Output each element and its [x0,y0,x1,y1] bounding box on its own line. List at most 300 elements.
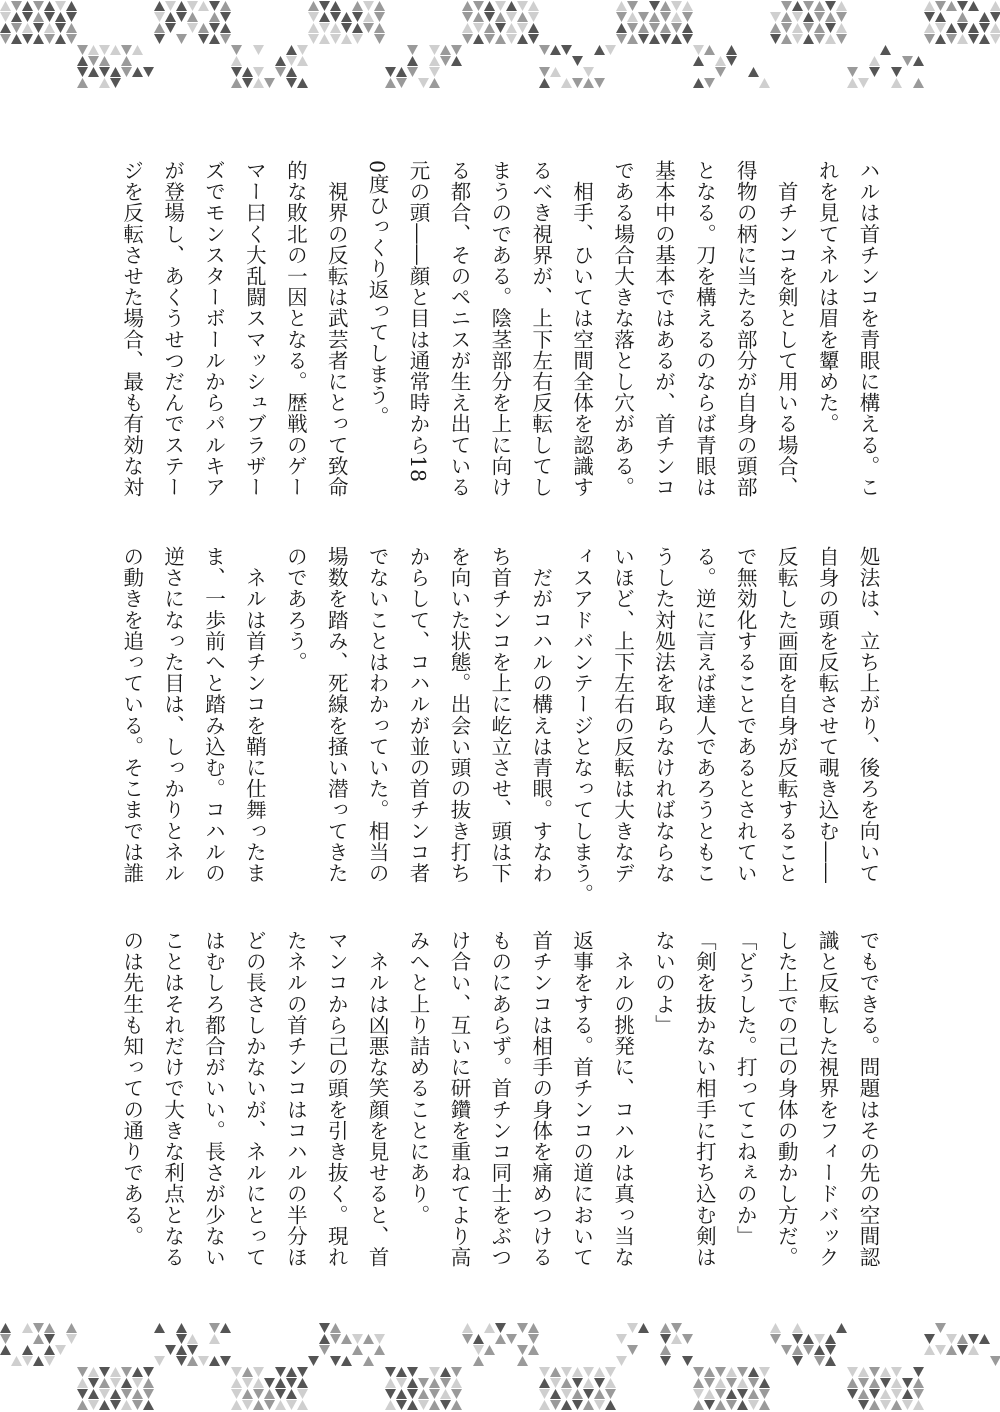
pattern-triangle [143,1389,154,1399]
pattern-triangle [880,1389,891,1399]
pattern-triangle [352,1345,363,1355]
pattern-triangle [693,45,704,55]
pattern-triangle [539,78,550,88]
pattern-triangle [77,1400,88,1410]
pattern-triangle [396,1367,407,1377]
pattern-triangle [726,56,737,66]
pattern-triangle [462,34,473,44]
pattern-triangle [286,1389,297,1399]
text-column: ものにあらず。首チンコ同士をぶつ [487,930,512,1268]
pattern-triangle [44,1,55,11]
pattern-triangle [825,1356,836,1366]
pattern-triangle [517,1345,528,1355]
pattern-triangle [506,12,517,22]
text-column: した上での己の身体の動かし方だ。 [774,930,799,1268]
pattern-triangle [616,34,627,44]
pattern-triangle [847,78,858,88]
pattern-triangle [495,1,506,11]
pattern-triangle [979,1334,990,1344]
pattern-triangle [154,1,165,11]
pattern-triangle [594,1378,605,1388]
text-column: からして、コハルが並の首チンコ者 [406,546,431,884]
pattern-triangle [55,1,66,11]
pattern-triangle [506,23,517,33]
pattern-triangle [385,1367,396,1377]
text-column: け合い、互いに研鑽を重ねてより高 [446,930,471,1268]
pattern-triangle [341,1356,352,1366]
pattern-triangle [660,1345,671,1355]
pattern-triangle [682,12,693,22]
pattern-triangle [759,1400,770,1410]
pattern-triangle [396,78,407,88]
pattern-triangle [957,1,968,11]
pattern-triangle [792,1356,803,1366]
pattern-triangle [462,1323,473,1333]
pattern-triangle [66,34,77,44]
pattern-triangle [990,1356,1000,1366]
pattern-triangle [671,1,682,11]
pattern-triangle [583,1389,594,1399]
pattern-triangle [33,1323,44,1333]
pattern-triangle [572,1389,583,1399]
pattern-triangle [165,1345,176,1355]
pattern-triangle [11,1,22,11]
pattern-triangle [451,1378,462,1388]
pattern-triangle [66,12,77,22]
pattern-triangle [517,23,528,33]
pattern-triangle [275,1389,286,1399]
pattern-triangle [220,12,231,22]
pattern-triangle [11,1356,22,1366]
pattern-triangle [88,67,99,77]
pattern-triangle [792,1345,803,1355]
pattern-triangle [231,78,242,88]
pattern-triangle [990,34,1000,44]
pattern-triangle [297,1400,308,1410]
pattern-triangle [319,23,330,33]
text-column: ジを反転させた場合、最も有効な対 [119,160,144,498]
pattern-triangle [286,1367,297,1377]
text-column: 識と反転した視界をフィードバック [815,930,840,1268]
text-column: 反転した画面を自身が反転すること [774,546,799,884]
pattern-triangle [286,56,297,66]
pattern-triangle [286,1400,297,1410]
pattern-triangle [132,1400,143,1410]
pattern-triangle [308,1356,319,1366]
pattern-triangle [462,12,473,22]
pattern-triangle [913,1389,924,1399]
text-column: ネルの挑発に、コハルは真っ当な [610,930,635,1268]
pattern-triangle [803,12,814,22]
pattern-triangle [429,1389,440,1399]
pattern-triangle [22,1323,33,1333]
pattern-triangle [110,1367,121,1377]
pattern-triangle [440,45,451,55]
pattern-triangle [110,1400,121,1410]
text-column: 返事をする。首チンコの道において [569,930,594,1268]
pattern-triangle [957,12,968,22]
pattern-triangle [990,23,1000,33]
pattern-triangle [693,1400,704,1410]
pattern-triangle [341,23,352,33]
pattern-triangle [121,1378,132,1388]
pattern-triangle [451,1389,462,1399]
pattern-triangle [902,1378,913,1388]
pattern-triangle [495,1323,506,1333]
pattern-triangle [693,1389,704,1399]
pattern-triangle [627,1345,638,1355]
pattern-triangle [374,34,385,44]
pattern-triangle [748,1389,759,1399]
text-column: 視界の反転は武芸者にとって致命 [324,160,349,498]
pattern-triangle [616,1334,627,1344]
pattern-triangle [209,1323,220,1333]
text-column: マー曰く大乱闘スマッシュブラザー [242,160,267,498]
pattern-triangle [539,1378,550,1388]
pattern-triangle [451,1367,462,1377]
pattern-triangle [385,1378,396,1388]
pattern-triangle [77,67,88,77]
pattern-triangle [935,34,946,44]
pattern-triangle [814,1334,825,1344]
pattern-triangle [946,1,957,11]
pattern-triangle [22,34,33,44]
pattern-triangle [627,12,638,22]
pattern-triangle [748,1367,759,1377]
pattern-triangle [594,1400,605,1410]
text-column: ことはそれだけで大きな利点となる [160,930,185,1268]
text-column: 場数を踏み、死線を掻い潜ってきた [324,546,349,884]
pattern-triangle [616,23,627,33]
pattern-triangle [143,1378,154,1388]
pattern-triangle [451,45,462,55]
pattern-triangle [198,1,209,11]
pattern-triangle [143,1367,154,1377]
pattern-triangle [451,56,462,66]
text-column: ネルは首チンコを鞘に仕舞ったま [242,546,267,884]
text-block-2 [119,546,888,905]
pattern-triangle [121,56,132,66]
pattern-triangle [704,78,715,88]
text-column: いほど、上下左右の反転は大きなデ [610,546,635,884]
pattern-triangle [649,12,660,22]
pattern-triangle [616,1356,627,1366]
pattern-triangle [242,67,253,77]
text-column: 得物の柄に当たる部分が自身の頭部 [733,160,758,498]
text-column: となる。刀を構えるのならば青眼は [692,160,717,498]
pattern-triangle [33,1356,44,1366]
pattern-triangle [858,1400,869,1410]
pattern-triangle [440,1367,451,1377]
pattern-triangle [968,1345,979,1355]
pattern-triangle [759,1378,770,1388]
pattern-triangle [11,23,22,33]
pattern-triangle [891,67,902,77]
pattern-triangle [110,78,121,88]
pattern-triangle [22,23,33,33]
pattern-triangle [330,1356,341,1366]
pattern-triangle [924,23,935,33]
pattern-triangle [539,67,550,77]
pattern-triangle [484,1323,495,1333]
pattern-triangle [638,34,649,44]
pattern-triangle [528,1323,539,1333]
pattern-triangle [209,1334,220,1344]
pattern-triangle [121,1400,132,1410]
pattern-triangle [715,1378,726,1388]
pattern-triangle [187,1,198,11]
pattern-triangle [814,12,825,22]
pattern-triangle [550,45,561,55]
pattern-triangle [330,23,341,33]
pattern-triangle [44,1356,55,1366]
pattern-triangle [297,1389,308,1399]
pattern-triangle [440,1400,451,1410]
pattern-triangle [275,1400,286,1410]
pattern-triangle [913,1378,924,1388]
pattern-triangle [869,1400,880,1410]
pattern-triangle [0,1345,11,1355]
text-column: マンコから己の頭を引き抜く。現れ [324,930,349,1268]
pattern-triangle [55,23,66,33]
pattern-triangle [418,1389,429,1399]
pattern-triangle [374,23,385,33]
pattern-triangle [748,1400,759,1410]
pattern-triangle [253,1378,264,1388]
pattern-triangle [77,78,88,88]
pattern-triangle [330,1323,341,1333]
pattern-triangle [979,34,990,44]
pattern-triangle [792,12,803,22]
text-column: る。逆に言えば達人であろうともこ [692,546,717,884]
pattern-triangle [946,1345,957,1355]
pattern-triangle [473,1345,484,1355]
pattern-triangle [869,1378,880,1388]
pattern-triangle [308,1,319,11]
text-column: でもできる。問題はその先の空間認 [856,930,880,1268]
pattern-triangle [275,56,286,66]
pattern-triangle [528,34,539,44]
text-column: れを見てネルは眉を顰めた。 [815,160,840,435]
pattern-triangle [935,12,946,22]
pattern-triangle [132,1378,143,1388]
pattern-triangle [352,34,363,44]
pattern-triangle [957,1334,968,1344]
pattern-triangle [561,1367,572,1377]
pattern-triangle [99,45,110,55]
pattern-triangle [583,1400,594,1410]
pattern-triangle [132,1367,143,1377]
pattern-triangle [429,78,440,88]
pattern-triangle [154,23,165,33]
pattern-triangle [473,1356,484,1366]
pattern-triangle [385,1389,396,1399]
pattern-triangle [77,1389,88,1399]
pattern-triangle [473,12,484,22]
pattern-triangle [814,1,825,11]
pattern-triangle [979,23,990,33]
pattern-triangle [253,67,264,77]
pattern-triangle [176,1334,187,1344]
pattern-triangle [143,1400,154,1410]
pattern-triangle [528,1334,539,1344]
pattern-triangle [660,12,671,22]
bottom-triangle-pattern [0,1322,1000,1412]
pattern-triangle [825,1,836,11]
pattern-triangle [253,1400,264,1410]
pattern-triangle [517,34,528,44]
pattern-triangle [99,1400,110,1410]
pattern-triangle [825,34,836,44]
pattern-triangle [671,1334,682,1344]
pattern-triangle [319,12,330,22]
pattern-triangle [176,1345,187,1355]
pattern-triangle [660,1,671,11]
pattern-triangle [814,34,825,44]
pattern-triangle [748,67,759,77]
pattern-triangle [803,34,814,44]
pattern-triangle [924,34,935,44]
pattern-triangle [330,34,341,44]
pattern-triangle [44,1323,55,1333]
pattern-triangle [847,67,858,77]
pattern-triangle [902,56,913,66]
pattern-triangle [572,1378,583,1388]
pattern-triangle [968,1,979,11]
pattern-triangle [385,78,396,88]
pattern-triangle [924,1,935,11]
pattern-triangle [682,1,693,11]
pattern-triangle [781,1345,792,1355]
pattern-triangle [539,1400,550,1410]
pattern-triangle [165,12,176,22]
pattern-triangle [770,1334,781,1344]
pattern-triangle [264,1400,275,1410]
pattern-triangle [583,1367,594,1377]
pattern-triangle [902,1400,913,1410]
pattern-triangle [517,1,528,11]
pattern-triangle [209,23,220,33]
pattern-triangle [165,23,176,33]
pattern-triangle [792,1323,803,1333]
pattern-triangle [825,12,836,22]
pattern-triangle [682,1356,693,1366]
pattern-triangle [561,78,572,88]
pattern-triangle [55,34,66,44]
pattern-triangle [605,1378,616,1388]
pattern-triangle [803,1,814,11]
pattern-triangle [77,45,88,55]
pattern-triangle [209,12,220,22]
pattern-triangle [11,34,22,44]
pattern-triangle [77,56,88,66]
text-column: 基本中の基本ではあるが、首チンコ [651,160,676,498]
pattern-triangle [319,1,330,11]
pattern-triangle [297,1367,308,1377]
pattern-triangle [176,1356,187,1366]
pattern-triangle [627,1323,638,1333]
pattern-triangle [770,12,781,22]
pattern-triangle [627,23,638,33]
pattern-triangle [517,1323,528,1333]
pattern-triangle [462,1,473,11]
pattern-triangle [528,12,539,22]
pattern-triangle [429,1400,440,1410]
pattern-triangle [880,1378,891,1388]
pattern-triangle [363,23,374,33]
pattern-triangle [594,1389,605,1399]
text-column: 自身の頭を反転させて覗き込む―― [815,546,840,884]
pattern-triangle [737,1367,748,1377]
pattern-triangle [44,23,55,33]
pattern-triangle [385,67,396,77]
pattern-triangle [286,67,297,77]
pattern-triangle [506,34,517,44]
pattern-triangle [814,1356,825,1366]
pattern-triangle [506,1,517,11]
pattern-triangle [396,1378,407,1388]
pattern-triangle [231,1378,242,1388]
pattern-triangle [484,1345,495,1355]
pattern-triangle [165,1,176,11]
pattern-triangle [407,1389,418,1399]
pattern-triangle [264,1378,275,1388]
pattern-triangle [374,1345,385,1355]
text-column: ハルは首チンコを青眼に構える。こ [856,160,880,498]
text-column: 「剣を抜かない相手に打ち込む剣は [692,930,717,1268]
text-column: みへと上り詰めることにあり。 [406,930,431,1226]
pattern-triangle [704,1389,715,1399]
text-column: ズでモンスターボールからパルキア [201,160,226,498]
pattern-triangle [429,56,440,66]
text-column: まうのである。陰茎部分を上に向け [487,160,512,498]
pattern-triangle [847,1367,858,1377]
pattern-triangle [825,23,836,33]
pattern-triangle [385,1400,396,1410]
pattern-triangle [66,1,77,11]
pattern-triangle [990,12,1000,22]
pattern-triangle [902,1389,913,1399]
pattern-triangle [110,67,121,77]
pattern-triangle [253,1367,264,1377]
pattern-triangle [990,1,1000,11]
pattern-triangle [187,1334,198,1344]
pattern-triangle [110,1378,121,1388]
pattern-triangle [308,23,319,33]
pattern-triangle [242,1389,253,1399]
pattern-triangle [594,1367,605,1377]
pattern-triangle [275,1367,286,1377]
pattern-triangle [726,1389,737,1399]
text-column: 相手、ひいては空間全体を認識す [569,160,594,498]
pattern-triangle [847,1378,858,1388]
pattern-triangle [22,1345,33,1355]
pattern-triangle [572,56,583,66]
pattern-triangle [726,1378,737,1388]
pattern-triangle [66,23,77,33]
pattern-triangle [858,1378,869,1388]
pattern-triangle [231,45,242,55]
pattern-triangle [429,1378,440,1388]
pattern-triangle [407,67,418,77]
pattern-triangle [891,1367,902,1377]
pattern-triangle [418,78,429,88]
pattern-triangle [297,78,308,88]
pattern-triangle [759,78,770,88]
text-column: である場合大きな落とし穴がある。 [610,160,635,498]
pattern-triangle [66,1334,77,1344]
pattern-triangle [0,23,11,33]
